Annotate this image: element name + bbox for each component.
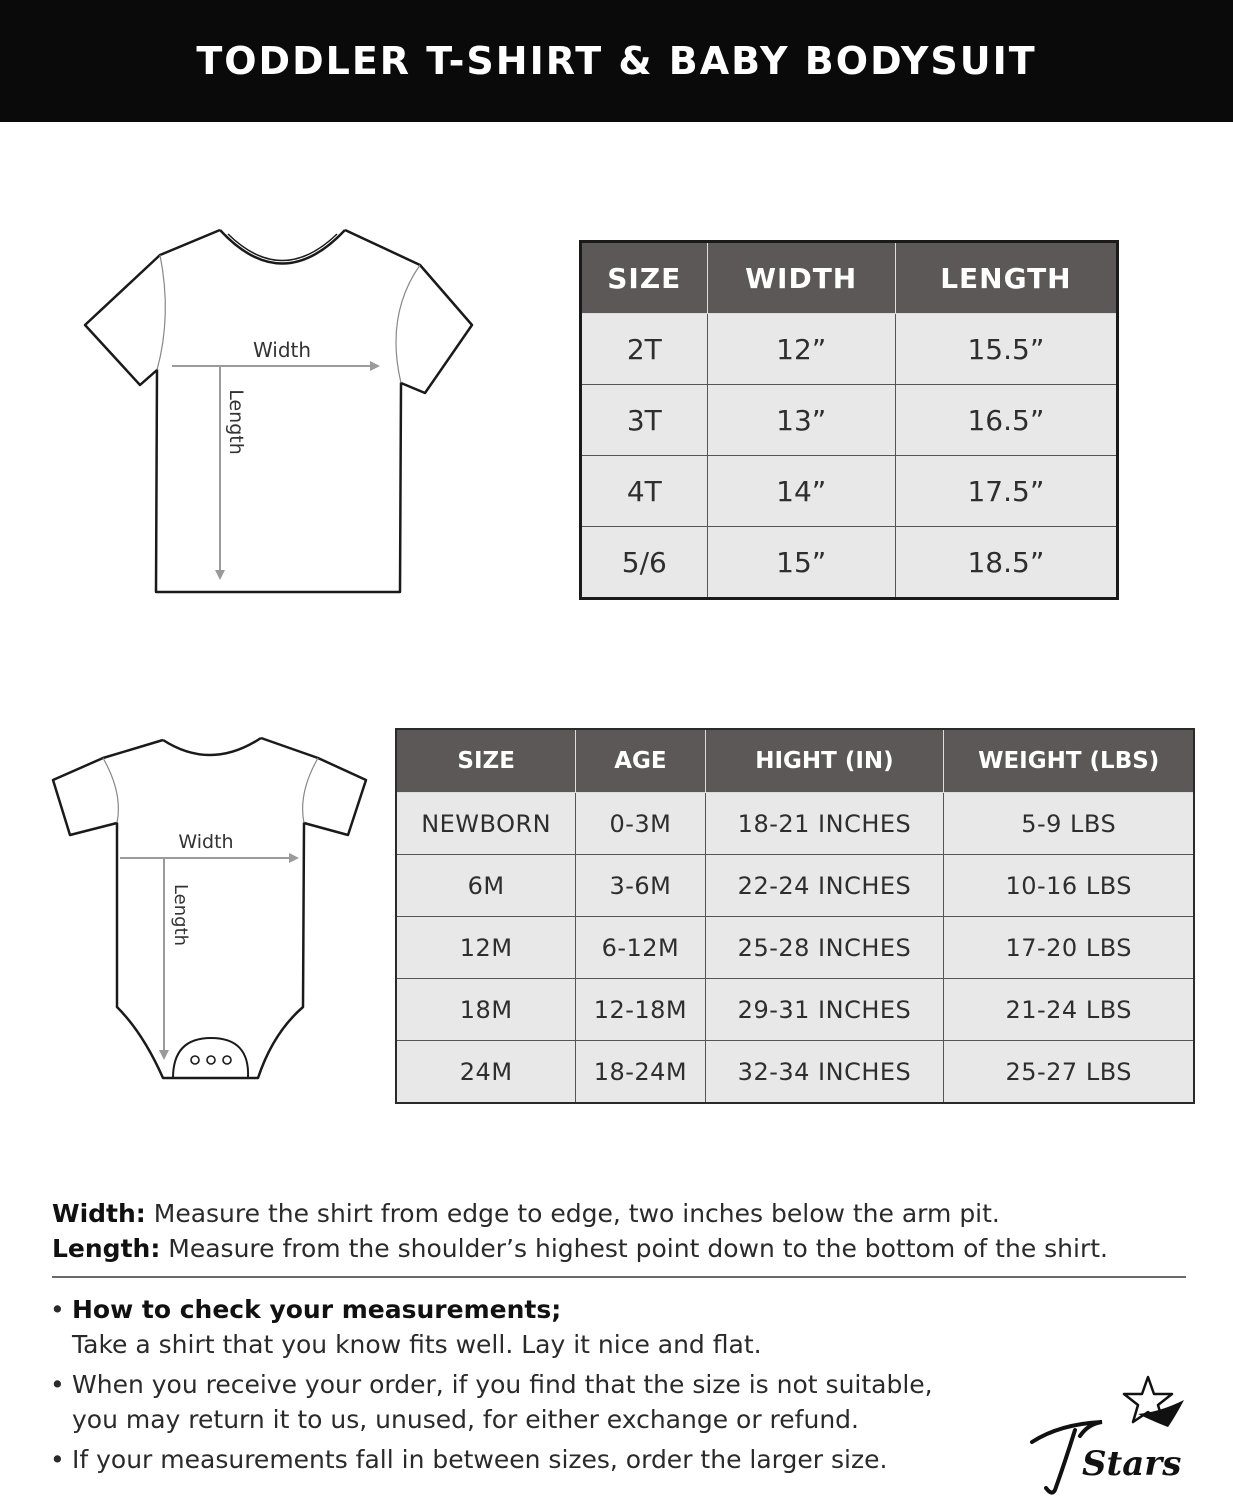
tip-returns bbox=[50, 1367, 1030, 1437]
table-cell: 12” bbox=[707, 314, 895, 385]
brand-logo bbox=[1020, 1372, 1200, 1497]
table-cell: 16.5” bbox=[895, 385, 1117, 456]
toddler-tshirt-diagram bbox=[80, 225, 480, 605]
table-cell: 22-24 INCHES bbox=[705, 855, 944, 917]
width-term: Width: bbox=[52, 1199, 146, 1228]
table-cell: 3-6M bbox=[576, 855, 705, 917]
table-cell: 2T bbox=[581, 314, 708, 385]
column-header: SIZE bbox=[396, 729, 576, 793]
header-banner bbox=[0, 0, 1233, 122]
table-row bbox=[396, 979, 1194, 1041]
table-cell: 18-24M bbox=[576, 1041, 705, 1104]
table-cell: 5-9 LBS bbox=[944, 793, 1194, 855]
table-row bbox=[396, 1041, 1194, 1104]
table-row bbox=[581, 456, 1118, 527]
divider bbox=[52, 1276, 1186, 1278]
tshirt-outline-icon bbox=[80, 225, 480, 605]
baby-size-table bbox=[395, 728, 1195, 1104]
baby-length-label: Length bbox=[170, 883, 191, 947]
tip-between-sizes bbox=[50, 1442, 1030, 1477]
table-cell: 18-21 INCHES bbox=[705, 793, 944, 855]
table-cell: 25-28 INCHES bbox=[705, 917, 944, 979]
table-header-row bbox=[396, 729, 1194, 793]
table-cell: 29-31 INCHES bbox=[705, 979, 944, 1041]
tip-text: Take a shirt that you know fits well. Lay it nice and flat. bbox=[72, 1330, 762, 1359]
table-cell: 6-12M bbox=[576, 917, 705, 979]
table-cell: 14” bbox=[707, 456, 895, 527]
tip-heading: How to check your measurements; bbox=[72, 1295, 562, 1324]
measurement-definitions bbox=[52, 1196, 1212, 1266]
table-cell: 12M bbox=[396, 917, 576, 979]
table-row bbox=[581, 385, 1118, 456]
table-cell: 17-20 LBS bbox=[944, 917, 1194, 979]
table-cell: 32-34 INCHES bbox=[705, 1041, 944, 1104]
column-header: WEIGHT (LBS) bbox=[944, 729, 1194, 793]
table-cell: 3T bbox=[581, 385, 708, 456]
table-cell: 25-27 LBS bbox=[944, 1041, 1194, 1104]
table-cell: 17.5” bbox=[895, 456, 1117, 527]
bullet: • bbox=[50, 1370, 65, 1399]
bullet: • bbox=[50, 1295, 65, 1324]
table-row bbox=[581, 527, 1118, 599]
width-text: Measure the shirt from edge to edge, two inches below the arm pit. bbox=[153, 1199, 1000, 1228]
table-header-row bbox=[581, 242, 1118, 314]
star-logo-icon bbox=[1020, 1372, 1200, 1497]
tip-text: When you receive your order, if you find that the size is not suitable, bbox=[72, 1370, 933, 1399]
bullet: • bbox=[50, 1445, 65, 1474]
toddler-size-table bbox=[579, 240, 1119, 600]
table-cell: 15.5” bbox=[895, 314, 1117, 385]
table-cell: 15” bbox=[707, 527, 895, 599]
column-header: AGE bbox=[576, 729, 705, 793]
column-header: LENGTH bbox=[895, 242, 1117, 314]
length-definition bbox=[52, 1231, 1212, 1266]
bodysuit-outline-icon bbox=[48, 733, 373, 1088]
page-title: TODDLER T-SHIRT & BABY BODYSUIT bbox=[196, 39, 1037, 83]
table-row bbox=[581, 314, 1118, 385]
column-header: HIGHT (IN) bbox=[705, 729, 944, 793]
table-row bbox=[396, 855, 1194, 917]
table-cell: 18M bbox=[396, 979, 576, 1041]
column-header: SIZE bbox=[581, 242, 708, 314]
table-row bbox=[396, 917, 1194, 979]
column-header: WIDTH bbox=[707, 242, 895, 314]
table-cell: 18.5” bbox=[895, 527, 1117, 599]
table-cell: 10-16 LBS bbox=[944, 855, 1194, 917]
table-row bbox=[396, 793, 1194, 855]
tips-list bbox=[50, 1292, 1030, 1482]
length-text: Measure from the shoulder’s highest point down to the bottom of the shirt. bbox=[168, 1234, 1108, 1263]
table-cell: NEWBORN bbox=[396, 793, 576, 855]
table-cell: 4T bbox=[581, 456, 708, 527]
table-cell: 21-24 LBS bbox=[944, 979, 1194, 1041]
logo-wordmark: Stars bbox=[1082, 1444, 1182, 1484]
toddler-length-label: Length bbox=[225, 389, 247, 455]
width-definition bbox=[52, 1196, 1212, 1231]
table-cell: 24M bbox=[396, 1041, 576, 1104]
table-cell: 13” bbox=[707, 385, 895, 456]
tip-text: If your measurements fall in between sizes, order the larger size. bbox=[72, 1445, 888, 1474]
tip-check-measurements bbox=[50, 1292, 1030, 1362]
table-cell: 6M bbox=[396, 855, 576, 917]
length-term: Length: bbox=[52, 1234, 161, 1263]
baby-bodysuit-diagram bbox=[48, 733, 373, 1088]
table-cell: 12-18M bbox=[576, 979, 705, 1041]
baby-width-label: Width bbox=[178, 831, 234, 853]
toddler-width-label: Width bbox=[252, 338, 312, 362]
table-cell: 0-3M bbox=[576, 793, 705, 855]
table-cell: 5/6 bbox=[581, 527, 708, 599]
tip-text: you may return it to us, unused, for either exchange or refund. bbox=[72, 1405, 859, 1434]
